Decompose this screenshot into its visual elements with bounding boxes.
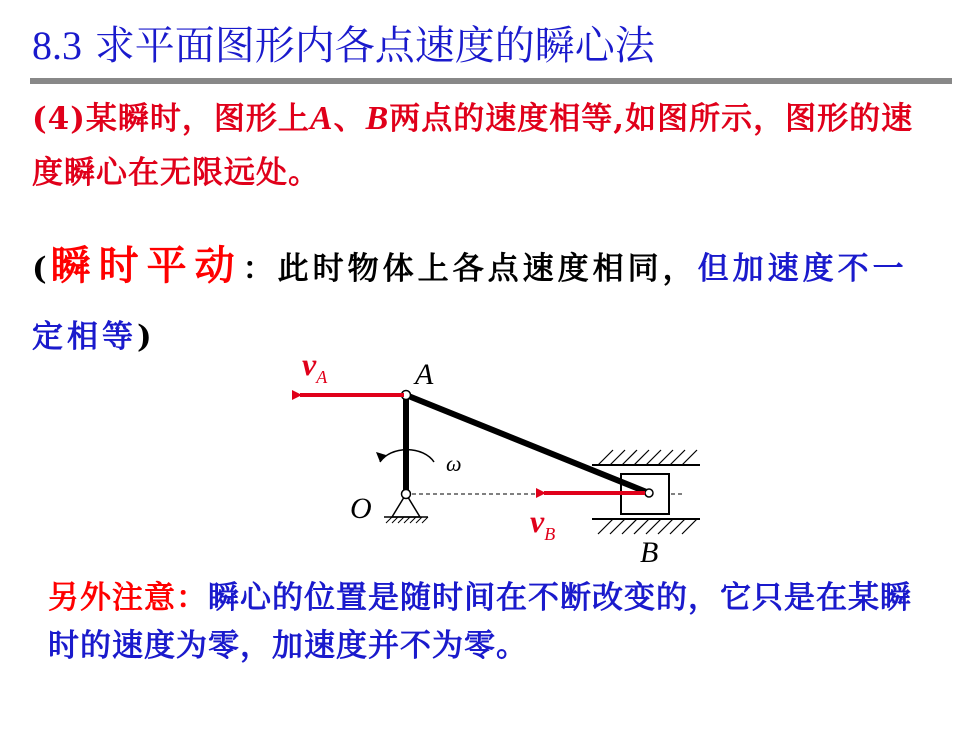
open-paren: ( <box>32 251 51 287</box>
label-vb: $v_B$ <box>530 503 556 544</box>
mechanism-diagram <box>270 345 710 570</box>
acceleration-note-text: 但加速度不一定相等 <box>32 251 908 355</box>
close-paren: ) <box>137 319 156 355</box>
point-a-label: A <box>309 100 334 137</box>
joint-b <box>645 489 653 497</box>
connecting-rod-ab <box>406 395 649 493</box>
point-b-label: B <box>365 100 390 137</box>
title-divider <box>30 78 952 84</box>
guide-rail-top <box>592 450 700 465</box>
case-number: (4) <box>32 101 86 137</box>
case-text-part1: 某瞬时，图形上 <box>85 101 310 137</box>
label-va: $v_A$ <box>302 346 328 387</box>
guide-rail-bottom <box>592 519 700 534</box>
velocity-same-text: ：此时物体上各点速度相同， <box>242 251 698 287</box>
note-paragraph <box>48 574 938 670</box>
label-omega: ω <box>446 451 462 476</box>
case-4-paragraph <box>32 92 937 200</box>
label-o: O <box>350 492 372 525</box>
note-heading: 另外注意： <box>48 580 208 616</box>
section-title-text: 求平面图形内各点速度的瞬心法 <box>82 23 655 69</box>
label-a: A <box>415 358 434 391</box>
label-b: B <box>640 536 659 569</box>
page-title <box>32 14 655 71</box>
note-text: 瞬心的位置是随时间在不断改变的，它只是在某瞬时的速度为零，加速度并不为零。 <box>48 580 912 664</box>
joint-o <box>402 490 411 499</box>
case-text-part2: 两点的速度相等,如图所示，图形的速度瞬心在无限远处。 <box>32 101 914 191</box>
separator: 、 <box>333 101 366 137</box>
section-number: 8.3 <box>32 23 82 68</box>
instant-translation-term: 瞬时平动 <box>50 242 243 289</box>
